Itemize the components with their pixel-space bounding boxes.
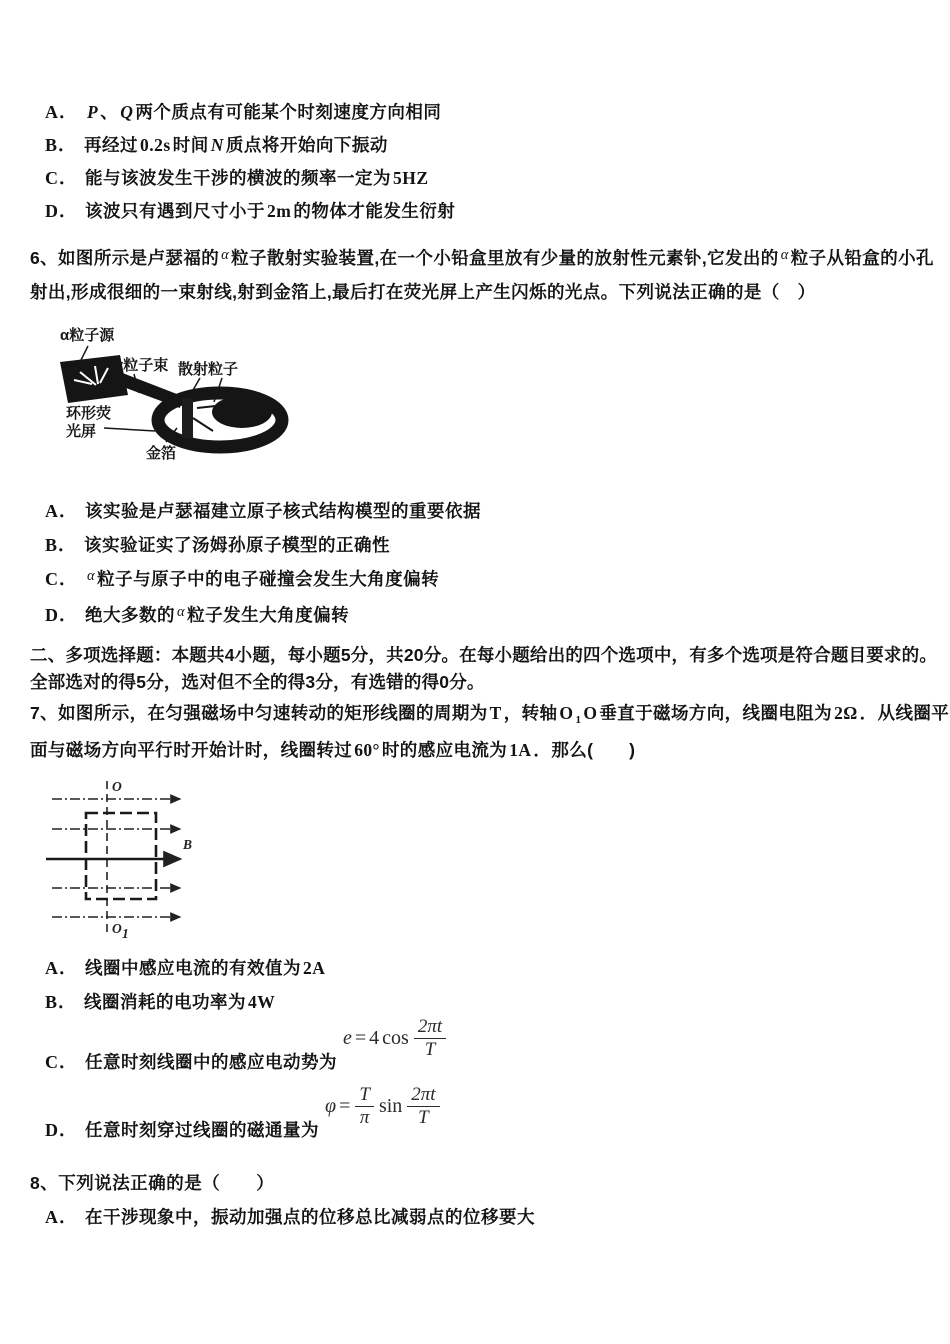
formula-function: cos [382, 1027, 409, 1050]
formula-lhs: φ [325, 1095, 337, 1118]
option-letter: D． [45, 1120, 78, 1140]
option-letter: C． [45, 168, 78, 188]
coil-field-drawing [34, 767, 269, 949]
option-text: 再经过 0.2s 时间 N 质点将开始向下振动 [84, 135, 388, 155]
q7-stem-line2: 面与磁场方向平行时开始计时，线圈转过 60° 时的感应电流为 1A ．那么( ) [30, 740, 636, 760]
detector-blob-shape [212, 396, 272, 428]
option-letter: D． [45, 605, 78, 625]
question7-options [30, 958, 924, 1141]
coil-rectangle [86, 813, 156, 899]
label-alpha-source: α粒子源 [60, 327, 115, 344]
q5-option-b [45, 135, 924, 156]
label-ring-screen-line1: 环形荧 [66, 405, 112, 422]
option-text: 线圈中感应电流的有效值为 2A [85, 958, 326, 978]
axis-bottom-label: O [112, 921, 122, 936]
formula-fraction-2 [407, 1084, 439, 1129]
option-text: 任意时刻穿过线圈的磁通量为 [85, 1120, 319, 1140]
question6-stem [30, 242, 934, 308]
q6-option-c [45, 569, 924, 592]
field-label-B: B [183, 837, 193, 852]
q5-option-c [45, 168, 924, 189]
label-gold-foil: 金箔 [146, 445, 177, 462]
formula-function: sin [378, 1095, 403, 1118]
fraction-numerator: 2πt [414, 1016, 446, 1039]
option-letter: B． [45, 535, 78, 555]
fraction-denominator: T [424, 1039, 436, 1061]
q7-option-d [45, 1084, 924, 1141]
option-text: P 、 Q 两个质点有可能某个时刻速度方向相同 [87, 102, 442, 122]
q8-option-a [45, 1207, 924, 1228]
formula-fraction [414, 1016, 446, 1061]
option-letter: A． [45, 102, 78, 122]
q6-figure-rutherford-apparatus [30, 320, 924, 475]
option-letter: B． [45, 135, 78, 155]
q6-option-d [45, 605, 924, 628]
formula-lhs: e [343, 1027, 352, 1050]
q6-option-a [45, 501, 924, 522]
q7-option-a [45, 958, 924, 979]
option-letter: C． [45, 569, 78, 589]
option-letter: C． [45, 1052, 78, 1072]
q6-stem-line2: 射出,形成很细的一束射线,射到金箔上,最后打在荧光屏上产生闪烁的光点。下列说法正确的是（ ） [30, 282, 816, 302]
fraction-denominator: π [359, 1107, 370, 1129]
q7-stem-line1: 7、如图所示，在匀强磁场中匀速转动的矩形线圈的周期为 T ，转轴 O $_1$ O 垂直于磁场方向，线圈电阻为 2Ω ．从线圈平 [30, 703, 950, 726]
fraction-denominator: T [418, 1107, 429, 1129]
axis-top-label: O [112, 779, 122, 794]
option-text: 绝大多数的 $^\alpha$ 粒子发生大角度偏转 [85, 604, 350, 625]
formula-equals: = [339, 1095, 351, 1118]
q8-stem: 8、下列说法正确的是（ ） [30, 1173, 275, 1193]
formula-equals: = [354, 1027, 367, 1050]
emf-formula [343, 1016, 448, 1061]
fraction-numerator: T [355, 1084, 374, 1107]
formula-fraction-1 [355, 1084, 374, 1129]
q5-option-d [45, 201, 924, 222]
gold-foil-shape [182, 398, 193, 438]
option-text: 线圈消耗的电功率为 4W [84, 992, 276, 1012]
label-scattered-particles: 散射粒子 [178, 361, 239, 378]
option-letter: A． [45, 958, 78, 978]
q7-option-b [45, 992, 924, 1013]
option-text: 能与该波发生干涉的横波的频率一定为 5HZ [85, 168, 429, 188]
label-ring-screen-line2: 光屏 [66, 423, 97, 440]
leader-screen [104, 428, 155, 431]
section2-header [30, 642, 938, 696]
option-text: 该实验是卢瑟福建立原子核式结构模型的重要依据 [85, 501, 481, 521]
formula-coefficient: 4 [369, 1027, 380, 1050]
option-letter: D． [45, 201, 78, 221]
option-letter: A． [45, 1207, 78, 1227]
option-text: 该实验证实了汤姆孙原子模型的正确性 [84, 535, 391, 555]
rutherford-apparatus-drawing [30, 320, 340, 470]
option-letter: B． [45, 992, 78, 1012]
q6-stem-line1: 6、如图所示是卢瑟福的 $^\alpha$ 粒子散射实验装置,在一个小铅盒里放有少量的放射性元素钋,它发出的 $^\alpha$ 粒子从铅盒的小孔 [30, 247, 934, 268]
q7-option-c [45, 1016, 924, 1073]
question8 [30, 1173, 924, 1228]
flux-formula [325, 1084, 442, 1129]
option-letter: A． [45, 501, 78, 521]
q6-option-b [45, 535, 924, 556]
option-text: $^\alpha$ 粒子与原子中的电子碰撞会发生大角度偏转 [87, 568, 440, 589]
fraction-numerator: 2πt [407, 1084, 439, 1107]
option-text: 该波只有遇到尺寸小于 2m 的物体才能发生衍射 [85, 201, 456, 221]
question6-options [30, 501, 924, 628]
question5-options [30, 102, 924, 222]
q5-option-a [45, 102, 924, 123]
q7-figure-coil-in-field [34, 767, 924, 954]
question7-stem [30, 696, 950, 767]
option-text: 任意时刻线圈中的感应电动势为 [85, 1052, 337, 1072]
option-text: 在干涉现象中，振动加强点的位移总比减弱点的位移要大 [85, 1207, 535, 1227]
label-alpha-beam: α粒子束 [114, 357, 169, 374]
axis-bottom-subscript: 1 [122, 926, 129, 941]
section2-line2: 全部选对的得5分，选对但不全的得3分，有选错的得0分。 [30, 672, 485, 692]
section2-line1: 二、多项选择题：本题共4小题，每小题5分，共20分。在每小题给出的四个选项中，有多个选项是符合题目要求的。 [30, 645, 938, 665]
